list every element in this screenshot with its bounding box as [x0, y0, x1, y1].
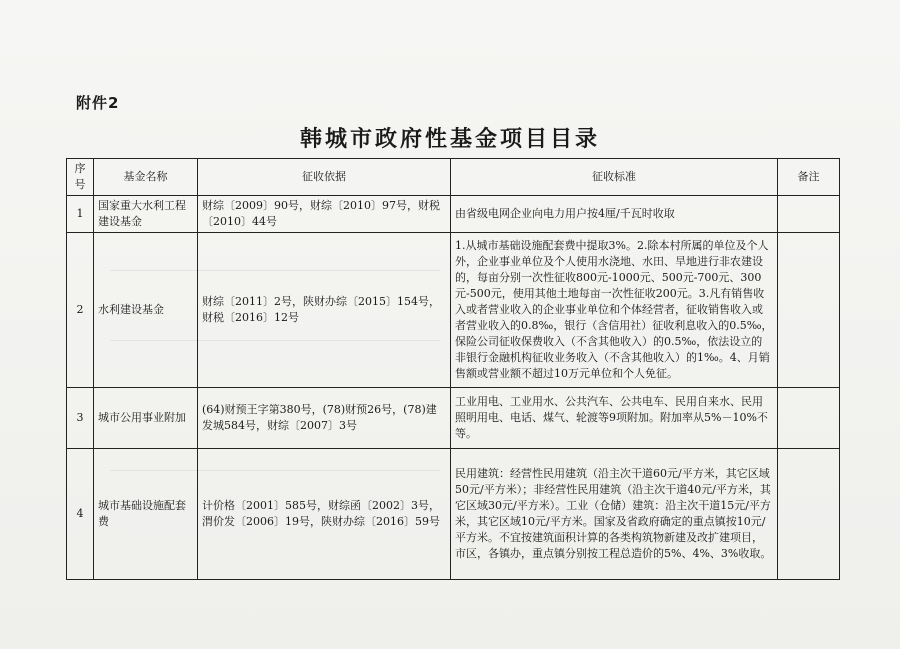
header-note: 备注 — [778, 159, 840, 196]
attachment-label: 附件2 — [76, 94, 120, 112]
row-basis: 计价格〔2001〕585号，财综函〔2002〕3号，渭价发〔2006〕19号，陕财办综〔2016〕59号 — [198, 449, 451, 580]
row-index: 2 — [67, 233, 94, 388]
row-fund-name: 城市公用事业附加 — [94, 388, 198, 449]
row-basis: (64)财预王字第380号，(78)财预26号，(78)建发城584号，财综〔2007〕3号 — [198, 388, 451, 449]
header-index: 序号 — [67, 159, 94, 196]
row-basis: 财综〔2011〕2号，陕财办综〔2015〕154号，财税〔2016〕12号 — [198, 233, 451, 388]
fund-table — [66, 158, 840, 580]
header-basis: 征收依据 — [198, 159, 451, 196]
row-note — [778, 388, 840, 449]
table-row — [67, 449, 840, 580]
row-index: 1 — [67, 196, 94, 233]
row-fund-name: 城市基础设施配套费 — [94, 449, 198, 580]
page-title: 韩城市政府性基金项目目录 — [299, 127, 600, 152]
row-standard: 工业用电、工业用水、公共汽车、公共电车、民用自来水、民用照明用电、电话、煤气、轮渡等9项附加。附加率从5%－10%不等。 — [451, 388, 778, 449]
row-fund-name: 国家重大水利工程建设基金 — [94, 196, 198, 233]
row-fund-name: 水利建设基金 — [94, 233, 198, 388]
row-note — [778, 233, 840, 388]
table-row — [67, 196, 840, 233]
table-row — [67, 388, 840, 449]
header-standard: 征收标准 — [451, 159, 778, 196]
table-header-row — [67, 159, 840, 196]
row-standard: 民用建筑：经营性民用建筑（沿主次干道60元/平方米，其它区域50元/平方米）；非经营性民用建筑（沿主次干道40元/平方米，其它区域30元/平方米）。工业（仓储）建筑：沿主次干道15元/平方米，其它区域10元/平方米。国家及省政府确定的重点镇按10元/平方米。不宜按建筑面积计算的各类构筑物新建及改扩建项目，市区，各镇办，重点镇分别按工程总造价的5%、4%、3%收取。 — [451, 449, 778, 580]
row-index: 3 — [67, 388, 94, 449]
row-index: 4 — [67, 449, 94, 580]
header-fund-name: 基金名称 — [94, 159, 198, 196]
row-standard: 1.从城市基础设施配套费中提取3%。2.除本村所属的单位及个人外，企业事业单位及个人使用水浇地、水田、旱地进行非农建设的，每亩分别一次性征收800元-1000元、500元-700元、300元-500元，使用其他土地每亩一次性征收200元。3.凡有销售收入或者营业收入的企业事业单位和个体经营者，征收销售收入或者营业收入的0.8‰，银行（含信用社）征收利息收入的0.5‰，保险公司征收保费收入（不含其他收入）的0.5‰，依法设立的非银行金融机构征收业务收入（不含其他收入）的1‰。4、月销售额或营业额不超过10万元单位和个人免征。 — [451, 233, 778, 388]
row-basis: 财综〔2009〕90号，财综〔2010〕97号，财税〔2010〕44号 — [198, 196, 451, 233]
row-note — [778, 196, 840, 233]
table-row — [67, 233, 840, 388]
row-note — [778, 449, 840, 580]
row-standard: 由省级电网企业向电力用户按4厘/千瓦时收取 — [451, 196, 778, 233]
